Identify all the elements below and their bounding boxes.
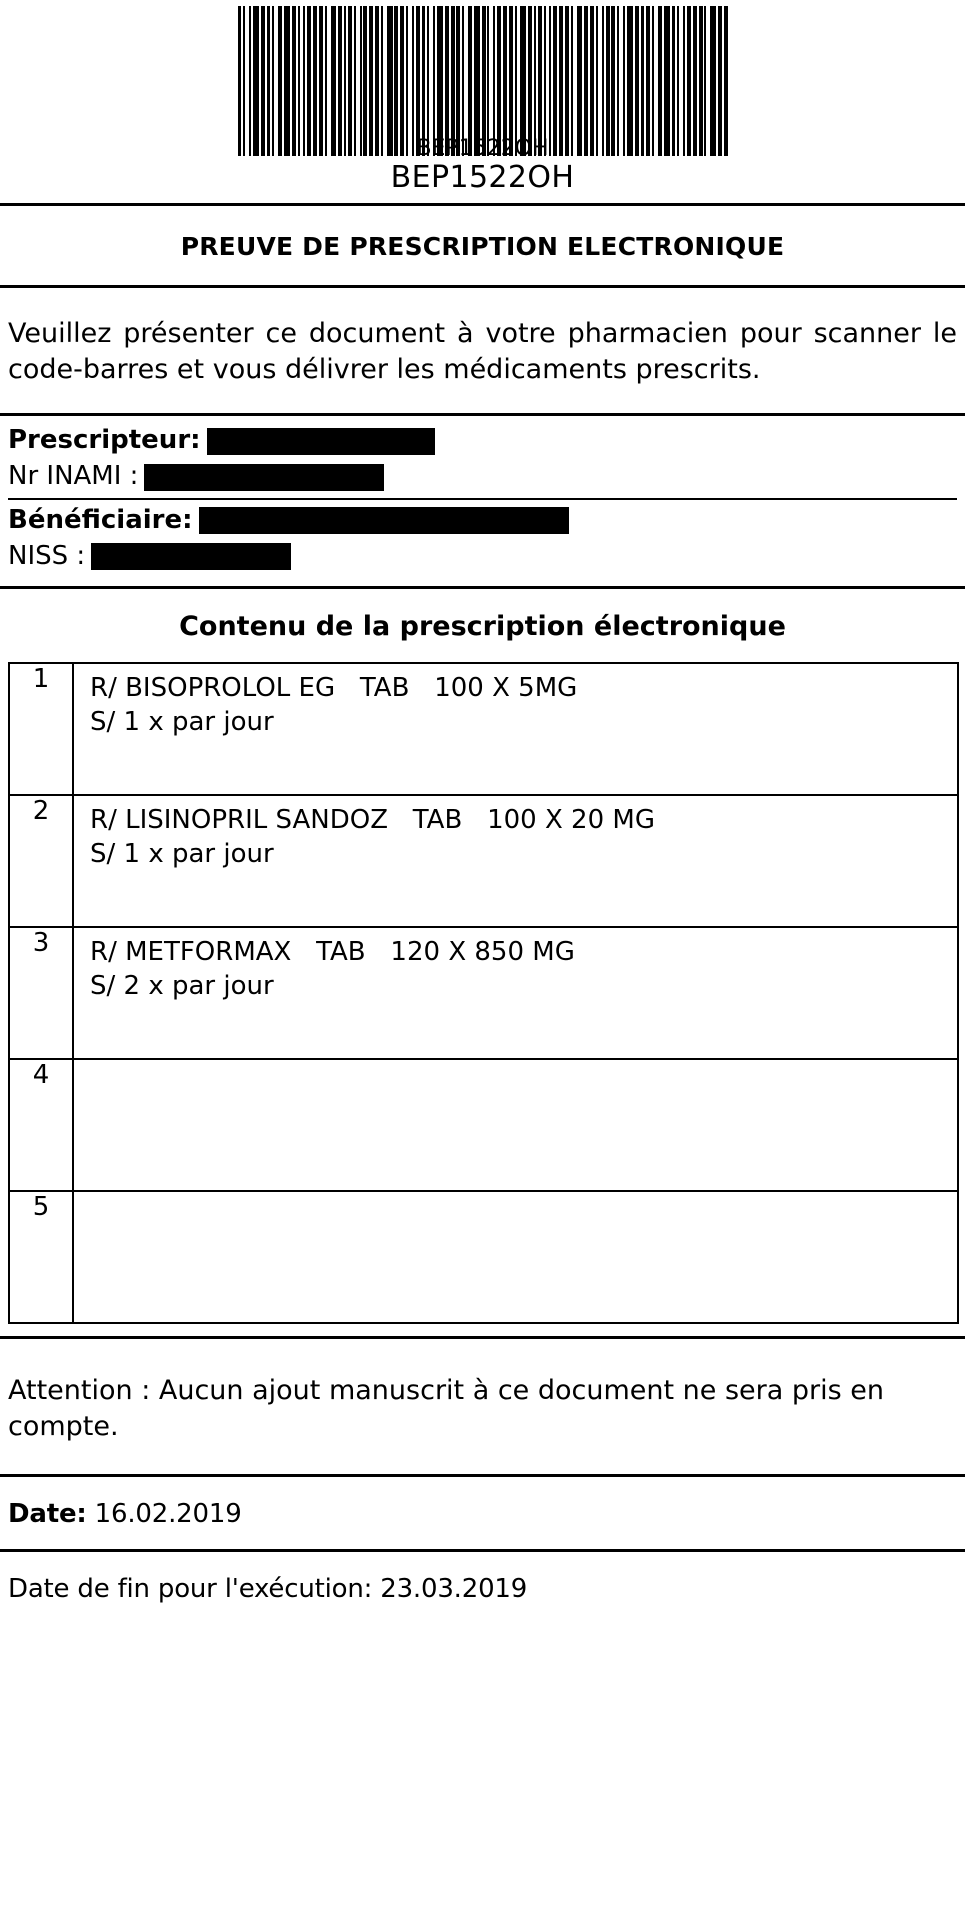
table-row — [9, 795, 958, 927]
table-row — [9, 663, 958, 795]
date-value: 16.02.2019 — [94, 1498, 242, 1529]
date-label: Date: — [8, 1498, 87, 1529]
prescription-table — [8, 662, 959, 1324]
beneficiary-row — [8, 506, 957, 536]
row-content — [73, 663, 958, 795]
content-heading: Contenu de la prescription électronique — [179, 610, 786, 642]
page-title: PREUVE DE PRESCRIPTION ELECTRONIQUE — [180, 232, 785, 261]
medication-line: R/ BISOPROLOL EG TAB 100 X 5MG — [90, 672, 578, 703]
row-content — [73, 1059, 958, 1191]
barcode-code-label: BEP1522OH — [390, 160, 575, 195]
medication-line: R/ METFORMAX TAB 120 X 850 MG — [90, 936, 575, 967]
prescriber-redaction — [207, 428, 435, 455]
niss-redaction — [91, 543, 291, 570]
end-date-value: 23.03.2019 — [380, 1573, 528, 1604]
beneficiary-label: Bénéficiaire: — [8, 505, 193, 536]
date-row — [0, 1477, 965, 1549]
posology-line: S/ 2 x par jour — [90, 970, 274, 1001]
prescriber-label: Prescripteur: — [8, 425, 201, 456]
inami-redaction — [144, 464, 384, 491]
posology-line: S/ 1 x par jour — [90, 706, 274, 737]
inami-label: Nr INAMI : — [8, 461, 139, 492]
niss-label: NISS : — [8, 540, 86, 571]
posology-line: S/ 1 x par jour — [90, 838, 274, 869]
row-number: 4 — [9, 1059, 73, 1191]
beneficiary-redaction — [199, 507, 569, 534]
table-row — [9, 1191, 958, 1323]
row-number: 3 — [9, 927, 73, 1059]
end-date-label: Date de fin pour l'exécution: — [8, 1573, 373, 1604]
niss-row — [8, 542, 957, 572]
identity-block — [0, 416, 965, 586]
barcode-block — [0, 0, 965, 195]
row-number: 2 — [9, 795, 73, 927]
row-content — [73, 1191, 958, 1323]
attention-note: Attention : Aucun ajout manuscrit à ce document ne sera pris en compte. — [8, 1374, 885, 1443]
medication-line: R/ LISINOPRIL SANDOZ TAB 100 X 20 MG — [90, 804, 655, 835]
end-date-row — [0, 1552, 965, 1622]
table-row — [9, 1059, 958, 1191]
row-content — [73, 795, 958, 927]
row-number: 5 — [9, 1191, 73, 1323]
barcode-image — [238, 6, 728, 156]
intro-paragraph: Veuillez présenter ce document à votre pharmacien pour scanner le code-barres et vous délivrer les médicaments prescrits. — [8, 318, 957, 385]
prescriber-row — [8, 426, 957, 456]
row-content — [73, 927, 958, 1059]
inami-row — [8, 462, 957, 492]
divider-identity-mid — [8, 498, 957, 500]
table-row — [9, 927, 958, 1059]
row-number: 1 — [9, 663, 73, 795]
